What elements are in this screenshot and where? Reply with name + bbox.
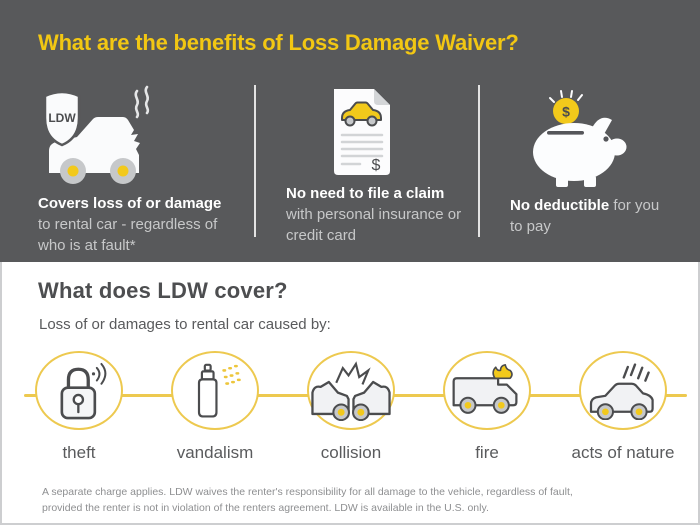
coverage-item-collision bbox=[307, 351, 395, 463]
benefit-text: No deductible for you to pay bbox=[510, 197, 660, 235]
impact-star bbox=[336, 363, 368, 384]
benefits-row bbox=[0, 85, 700, 254]
coverage-label: theft bbox=[62, 443, 96, 462]
coverage-icons-row bbox=[35, 351, 675, 463]
piggy-bank-icon bbox=[520, 89, 638, 189]
burning-van-icon bbox=[447, 364, 527, 418]
benefit-item-no-claim bbox=[256, 85, 478, 245]
benefit-text: Covers loss of or damage to rental car - regardless of who is at fault* bbox=[38, 195, 222, 254]
svg-text:$: $ bbox=[371, 157, 381, 174]
footnote-line-2: provided the renter is not in violation of the renters agreement. LDW is available in the U.S. only. bbox=[42, 502, 489, 515]
smoke bbox=[136, 91, 138, 117]
crashed-car-ldw-shield-icon bbox=[38, 85, 156, 187]
benefit-item-coverage bbox=[0, 85, 254, 254]
crashing-cars-icon bbox=[310, 361, 392, 421]
coverage-subheading: Loss of or damages to rental car caused by: bbox=[39, 316, 331, 333]
coverage-item-theft bbox=[35, 351, 123, 463]
coverage-label: vandalism bbox=[176, 443, 254, 462]
coverage-label: fire bbox=[475, 443, 499, 462]
benefit-item-no-deductible bbox=[480, 85, 700, 245]
alarm-waves bbox=[97, 367, 100, 380]
padlock-alarm-icon bbox=[48, 360, 110, 422]
coverage-heading: What does LDW cover? bbox=[38, 278, 288, 303]
coin-slot bbox=[547, 131, 584, 135]
hail-marks bbox=[624, 364, 649, 380]
benefits-section bbox=[0, 0, 700, 262]
flame bbox=[493, 364, 512, 378]
footnote bbox=[42, 484, 662, 517]
alarm-dot bbox=[92, 372, 95, 375]
coverage-section bbox=[0, 262, 700, 525]
car-in-hail-icon bbox=[583, 362, 663, 420]
benefit-text: No need to file a claim with personal insurance or credit card bbox=[286, 185, 462, 244]
pig-eye bbox=[603, 136, 608, 141]
footnote-line-1: A separate charge applies. LDW waives the renter's responsibility for all damage to the vehicle, regardless of fault, bbox=[42, 486, 573, 498]
spray-can-icon bbox=[183, 360, 247, 422]
claim-document-icon bbox=[328, 85, 396, 177]
coverage-item-acts-of-nature bbox=[571, 351, 675, 463]
coverage-label: acts of nature bbox=[571, 443, 675, 462]
svg-text:LDW: LDW bbox=[48, 111, 76, 125]
benefits-title: What are the benefits of Loss Damage Waiver? bbox=[38, 30, 519, 55]
pig-snout bbox=[608, 139, 627, 156]
svg-text:$: $ bbox=[562, 103, 570, 120]
coverage-label: collision bbox=[320, 443, 382, 462]
coverage-item-vandalism bbox=[171, 351, 259, 463]
spray-dots bbox=[222, 364, 241, 384]
coverage-item-fire bbox=[443, 351, 531, 463]
